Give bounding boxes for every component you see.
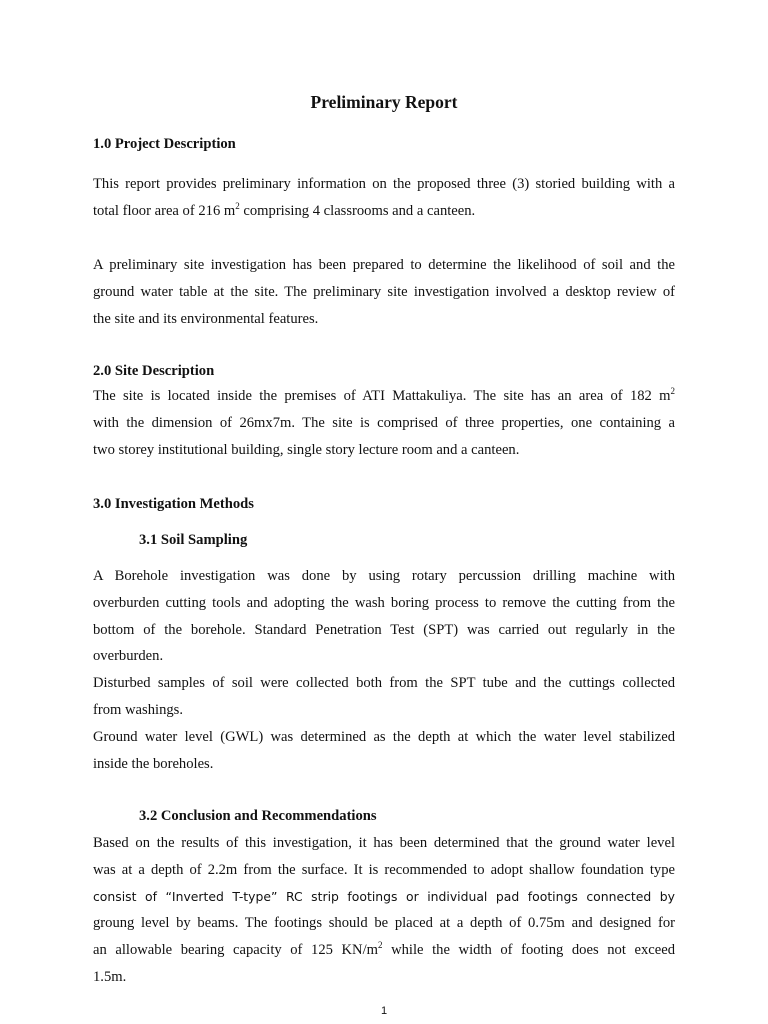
text-line: overburden. <box>93 648 164 665</box>
text-segment: while the width of footing does not exceed <box>382 942 675 959</box>
text-segment: total floor area of 216 m <box>93 202 236 219</box>
text-line: 1.5m. <box>93 968 127 985</box>
text-line <box>93 937 675 964</box>
section-heading-site-description: 2.0 Site Description <box>93 363 215 379</box>
text-line: inside the boreholes. <box>93 755 214 772</box>
text-line: consist of “Inverted T-type” RC strip footings or individual pad footings connected by <box>93 888 675 904</box>
text-line: A Borehole investigation was done by using rotary percussion drilling machine with <box>93 568 675 584</box>
text-line: was at a depth of 2.2m from the surface. It is recommended to adopt shallow foundation type <box>93 861 675 878</box>
paragraph-site-description <box>93 383 675 463</box>
text-line: ground water table at the site. The preliminary site investigation involved a desktop review of <box>93 283 675 300</box>
text-segment: The site is located inside the premises of ATI Mattakuliya. The site has an area of 182 m <box>93 388 671 404</box>
superscript: 2 <box>235 200 240 211</box>
section-heading-investigation-methods: 3.0 Investigation Methods <box>93 496 254 512</box>
text-line: Based on the results of this investigation, it has been determined that the ground water level <box>93 835 675 851</box>
text-line: Disturbed samples of soil were collected both from the SPT tube and the cuttings collected <box>93 675 675 692</box>
document-title: Preliminary Report <box>310 92 458 112</box>
text-line: Ground water level (GWL) was determined as the depth at which the water level stabilized <box>93 728 675 745</box>
text-line <box>93 383 675 410</box>
superscript: 2 <box>670 386 675 397</box>
paragraph-conclusion <box>93 830 675 991</box>
subsection-heading-soil-sampling: 3.1 Soil Sampling <box>139 532 248 548</box>
text-line <box>93 198 675 225</box>
text-line: the site and its environmental features. <box>93 310 319 327</box>
subsection-heading-conclusion: 3.2 Conclusion and Recommendations <box>139 808 377 824</box>
text-line: with the dimension of 26mx7m. The site is comprised of three properties, one containing a <box>93 414 675 431</box>
text-line: from washings. <box>93 701 183 718</box>
text-line: overburden cutting tools and adopting the wash boring process to remove the cutting from the <box>93 594 675 611</box>
text-line: bottom of the borehole. Standard Penetration Test (SPT) was carried out regularly in the <box>93 621 675 638</box>
paragraph-project-description-2 <box>93 252 675 332</box>
section-heading-project-description: 1.0 Project Description <box>93 136 236 152</box>
text-line: two storey institutional building, single story lecture room and a canteen. <box>93 441 520 458</box>
paragraph-project-description-1 <box>93 171 675 225</box>
text-line: This report provides preliminary information on the proposed three (3) storied building with a <box>93 176 675 192</box>
text-line: A preliminary site investigation has been prepared to determine the likelihood of soil and the <box>93 257 675 273</box>
text-segment: comprising 4 classrooms and a canteen. <box>239 202 476 219</box>
text-segment: an allowable bearing capacity of 125 KN/m <box>93 942 378 959</box>
superscript: 2 <box>378 940 383 951</box>
text-line: groung level by beams. The footings should be placed at a depth of 0.75m and designed for <box>93 915 675 932</box>
paragraph-soil-sampling <box>93 563 675 777</box>
page-number: 1 <box>380 1005 388 1017</box>
